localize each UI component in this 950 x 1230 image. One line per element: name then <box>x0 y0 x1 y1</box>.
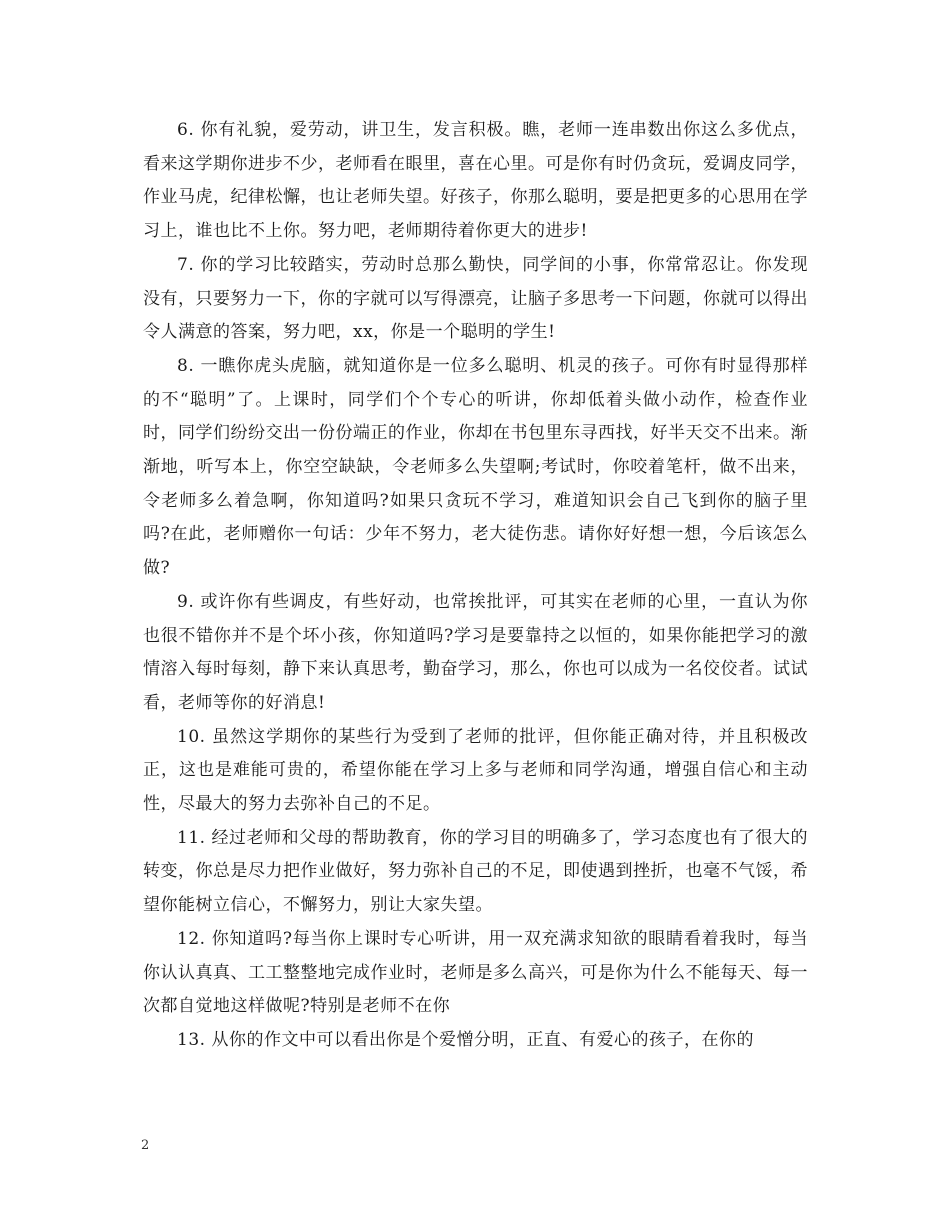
paragraph-9: 9. 或许你有些调皮，有些好动，也常挨批评，可其实在老师的心里，一直认为你也很不错你并不是个坏小孩，你知道吗?学习是要靠持之以恒的，如果你能把学习的激情溶入每时每刻，静下来认真思考，勤奋学习，那么，你也可以成为一名佼佼者。试试看，老师等你的好消息! <box>143 591 808 713</box>
paragraph-7: 7. 你的学习比较踏实，劳动时总那么勤快，同学间的小事，你常常忍让。你发现没有，只要努力一下，你的字就可以写得漂亮，让脑子多思考一下问题，你就可以得出令人满意的答案，努力吧，xx，你是一个聪明的学生! <box>143 254 808 343</box>
paragraph-10: 10. 虽然这学期你的某些行为受到了老师的批评，但你能正确对待，并且积极改正，这也是难能可贵的，希望你能在学习上多与老师和同学沟通，增强自信心和主动性，尽最大的努力去弥补自己的不足。 <box>143 726 808 815</box>
document-body <box>143 114 808 1058</box>
paragraph-8: 8. 一瞧你虎头虎脑，就知道你是一位多么聪明、机灵的孩子。可你有时显得那样的不“聪明”了。上课时，同学们个个专心的听讲，你却低着头做小动作，检查作业时，同学们纷纷交出一份份端正的作业，你却在书包里东寻西找，好半天交不出来。渐渐地，听写本上，你空空缺缺，令老师多么失望啊;考试时，你咬着笔杆，做不出来，令老师多么着急啊，你知道吗?如果只贪玩不学习，难道知识会自己飞到你的脑子里吗?在此，老师赠你一句话：少年不努力，老大徒伤悲。请你好好想一想，今后该怎么做? <box>143 355 808 579</box>
page-number: 2 <box>141 1138 150 1153</box>
paragraph-6: 6. 你有礼貌，爱劳动，讲卫生，发言积极。瞧，老师一连串数出你这么多优点，看来这学期你进步不少，老师看在眼里，喜在心里。可是你有时仍贪玩，爱调皮同学，作业马虎，纪律松懈，也让老师失望。好孩子，你那么聪明，要是把更多的心思用在学习上，谁也比不上你。努力吧，老师期待着你更大的进步! <box>143 120 808 242</box>
paragraph-13: 13. 从你的作文中可以看出你是个爱憎分明，正直、有爱心的孩子，在你的 <box>177 1029 754 1050</box>
paragraph-12: 12. 你知道吗?每当你上课时专心听讲，用一双充满求知欲的眼睛看着我时，每当你认认真真、工工整整地完成作业时，老师是多么高兴，可是你为什么不能每天、每一次都自觉地这样做呢?特别是老师不在你 <box>143 928 808 1017</box>
paragraph-11: 11. 经过老师和父母的帮助教育，你的学习目的明确多了，学习态度也有了很大的转变，你总是尽力把作业做好，努力弥补自己的不足，即使遇到挫折，也毫不气馁，希望你能树立信心，不懈努力，别让大家失望。 <box>143 827 808 916</box>
